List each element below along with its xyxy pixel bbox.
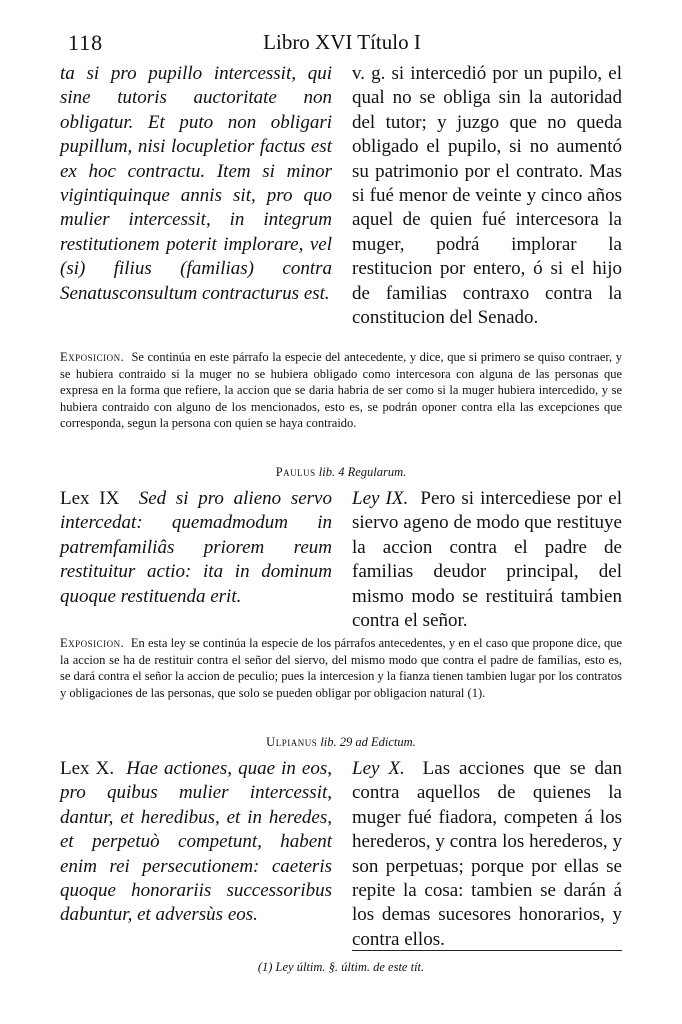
spanish-column-lex-9 — [352, 487, 622, 633]
latin-column-lex-9 — [60, 487, 332, 609]
lex-10-latin-text: Hae actiones, quae in eos, pro quibus mulier intercessit, dantur, et heredibus, et in heredes, et perpetuò competunt, habent enim rei persecutionem: caeteris quoque honorariis successoribus dabuntur, et adversùs eos. — [60, 758, 332, 926]
exposition-text: Se continúa en este párrafo la especie del antecedente, y dice, que si primero se quiso contraer, y se hubiera contraido si la muger no se hubiera obligado como intercesora con alguna de las personas que expresa en la forma que refiere, la accion que se daria habria de ser como si la muger hubiera intercedido, y se hubiera contraido con alguno de los mencionados, esto es, se podrán oponer contra ella las excepciones que corresponda, segun la persona con quien se haya contraido. — [60, 350, 622, 431]
spanish-text: v. g. si intercedió por un pupilo, el qual no se obliga sin la autoridad del tutor; y juzgo que no queda obligado el pupilo, si no aumentó su patrimonio por el contrato. Mas si fué menor de veinte y cinco años aquel de quien fué intercesora la muger, podrá implorar la restitucion por entero, ó si el hijo de familias contraxo contra la constitucion del Senado. — [352, 63, 622, 329]
citation-author: Paulus — [275, 465, 316, 479]
ley-10-text: Las acciones que se dan contra aquellos de quienes la muger fué fiadora, competen á los herederos, y contra los herederos, y son perpetuas; porque por ellas se repite la cosa: tambien se darán á los demas sucesores honorarios, y contra ellos. — [352, 758, 622, 950]
footnote-rule — [352, 950, 622, 951]
citation-author: Ulpianus — [266, 735, 318, 749]
spanish-column-section-1 — [352, 62, 622, 330]
lex-9-latin-label: Lex IX — [60, 488, 120, 509]
exposition-text: En esta ley se continúa la especie de los párrafos antecedentes, y en el caso que propone dice, que la accion se ha de restituir contra el señor del siervo, del mismo modo que contra el padre de familias, esto es, se dará contra el señor la accion de peculio; pues la intercesion y la fianza tienen tambien lugar por los contratos y obligaciones de las personas, que solo se pueden obligar por obligacion natural (1). — [60, 636, 622, 700]
lex-9-latin-text: Sed si pro alieno servo intercedat: quemadmodum in patremfamiliâs priorem reum restituitur actio: ita in dominum quoque restituenda erit. — [60, 488, 332, 607]
latin-text: ta si pro pupillo intercessit, qui sine tutoris auctoritate non obligatur. Et puto non obligari pupillum, nisi locupletior factus est ex hoc contractu. Item si minor vigintiquinque annis sit, pro quo mulier intercessit, in integrum restitutionem poterit implorare, vel (si) filius (familias) contra Senatusconsultum contracturus est. — [60, 63, 332, 304]
exposition-label: Exposicion. — [60, 350, 125, 364]
citation-paulus — [60, 464, 622, 480]
latin-column-section-1 — [60, 62, 332, 306]
citation-work: lib. 4 Regularum. — [318, 465, 407, 479]
lex-10-latin — [60, 757, 332, 928]
latin-column-lex-10 — [60, 757, 332, 928]
citation-work: lib. 29 ad Edictum. — [320, 735, 416, 749]
lex-9-latin — [60, 487, 332, 609]
lex-10-latin-label: Lex X. — [60, 758, 115, 779]
citation-ulpianus — [60, 734, 622, 750]
spanish-column-lex-10 — [352, 757, 622, 952]
footnote: (1) Ley últim. §. últim. de este tít. — [257, 960, 425, 974]
page-header — [68, 30, 616, 58]
ley-10-label: Ley X. — [352, 758, 405, 779]
exposition-label: Exposicion. — [60, 636, 125, 650]
ley-9-label: Ley IX. — [352, 488, 409, 509]
page-number: 118 — [68, 30, 104, 55]
ley-9-spanish — [352, 487, 622, 633]
exposition-paragraph-1 — [60, 349, 622, 432]
ley-9-text: Pero si intercediese por el siervo ageno de modo que restituye la accion contra el padre de familias deudor principal, del mismo modo se restituirá tambien contra el señor. — [352, 488, 623, 632]
running-head: Libro XVI Título I — [263, 30, 421, 54]
ley-10-spanish — [352, 757, 622, 952]
exposition-paragraph-2 — [60, 635, 622, 701]
